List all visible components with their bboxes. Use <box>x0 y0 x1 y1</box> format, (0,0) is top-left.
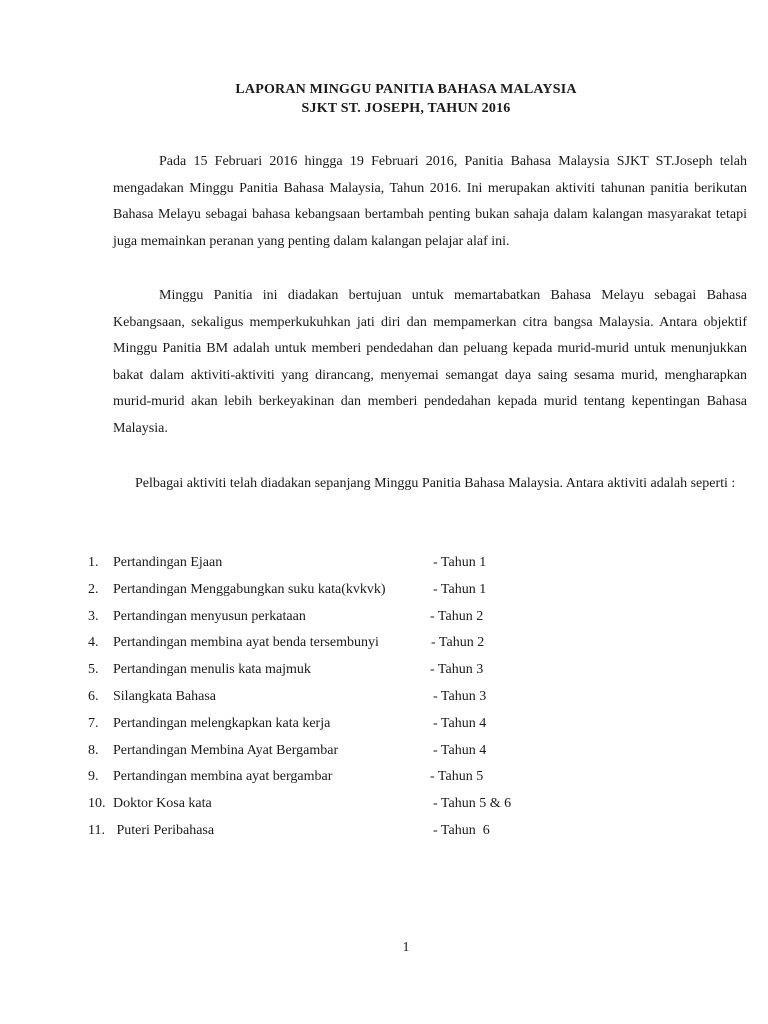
paragraph-activities-intro: Pelbagai aktiviti telah diadakan sepanjang Minggu Panitia Bahasa Malaysia. Antara aktiviti adalah seperti : <box>135 476 736 491</box>
item-number: 10. <box>88 796 106 812</box>
item-number: 5. <box>88 662 99 678</box>
item-number: 4. <box>88 635 99 651</box>
paragraph-objectives: Minggu Panitia ini diadakan bertujuan untuk memartabatkan Bahasa Melayu sebagai Bahasa Kebangsaan, sekaligus memperkukuhkan jati diri dan mempamerkan citra bangsa Malaysia. Antara objektif Minggu Panitia BM adalah untuk memberi pendedahan dan peluang kepada murid-murid untuk menunjukkan bakat dalam aktiviti-aktiviti yang dirancang, menyemai semangat daya saing sesama murid, mengharapkan murid-murid akan lebih berkeyakinan dan memberi pendedahan kepada murid tentang kepentingan Bahasa Malaysia. <box>113 288 747 436</box>
item-year: - Tahun 4 <box>433 715 487 731</box>
item-name: Pertandingan Ejaan <box>113 555 223 570</box>
item-name: Pertandingan membina ayat benda tersembunyi <box>113 635 379 651</box>
item-year: - Tahun 5 & 6 <box>433 796 512 812</box>
report-title: LAPORAN MINGGU PANITIA BAHASA MALAYSIA <box>235 82 577 97</box>
item-name: Doktor Kosa kata <box>113 796 212 812</box>
item-number: 9. <box>88 769 99 785</box>
item-number: 7. <box>88 715 99 731</box>
item-number: 2. <box>88 581 99 597</box>
item-name: Puteri Peribahasa <box>113 822 215 838</box>
item-year: - Tahun 5 <box>430 769 484 785</box>
item-number: 1. <box>88 555 99 570</box>
item-year: - Tahun 3 <box>433 688 487 704</box>
item-number: 3. <box>88 608 99 624</box>
item-name: Pertandingan membina ayat bergambar <box>113 769 333 785</box>
list-item <box>0 738 768 765</box>
list-item <box>0 550 768 577</box>
item-name: Pertandingan Menggabungkan suku kata(kvkvk) <box>113 581 386 597</box>
report-subtitle: SJKT ST. JOSEPH, TAHUN 2016 <box>301 101 511 116</box>
list-item <box>0 657 768 684</box>
item-name: Pertandingan menyusun perkataan <box>113 608 306 624</box>
item-year: - Tahun 1 <box>433 555 487 570</box>
item-number: 8. <box>88 742 99 758</box>
list-item <box>0 711 768 738</box>
item-number: 11. <box>88 822 105 838</box>
item-number: 6. <box>88 688 99 704</box>
activity-list <box>0 550 768 845</box>
list-item <box>0 818 768 845</box>
item-name: Silangkata Bahasa <box>113 688 217 704</box>
list-item <box>0 764 768 791</box>
page-number: 1 <box>402 940 410 955</box>
item-name: Pertandingan Membina Ayat Bergambar <box>113 742 339 758</box>
item-name: Pertandingan menulis kata majmuk <box>113 662 311 678</box>
list-item <box>0 577 768 604</box>
list-item <box>0 630 768 657</box>
paragraph-intro: Pada 15 Februari 2016 hingga 19 Februari 2016, Panitia Bahasa Malaysia SJKT ST.Joseph telah mengadakan Minggu Panitia Bahasa Malaysia, Tahun 2016. Ini merupakan aktiviti tahunan panitia berikutan Bahasa Melayu sebagai bahasa kebangsaan bertambah penting bukan sahaja dalam kalangan masyarakat tetapi juga memainkan peranan yang penting dalam kalangan pelajar alaf ini. <box>113 154 747 249</box>
item-year: - Tahun 1 <box>433 581 487 597</box>
item-year: - Tahun 2 <box>431 635 485 651</box>
list-item <box>0 604 768 631</box>
item-year: - Tahun 6 <box>433 822 490 838</box>
list-item <box>0 684 768 711</box>
item-year: - Tahun 4 <box>433 742 487 758</box>
item-name: Pertandingan melengkapkan kata kerja <box>113 715 331 731</box>
item-year: - Tahun 3 <box>430 662 484 678</box>
list-item <box>0 791 768 818</box>
item-year: - Tahun 2 <box>430 608 484 624</box>
